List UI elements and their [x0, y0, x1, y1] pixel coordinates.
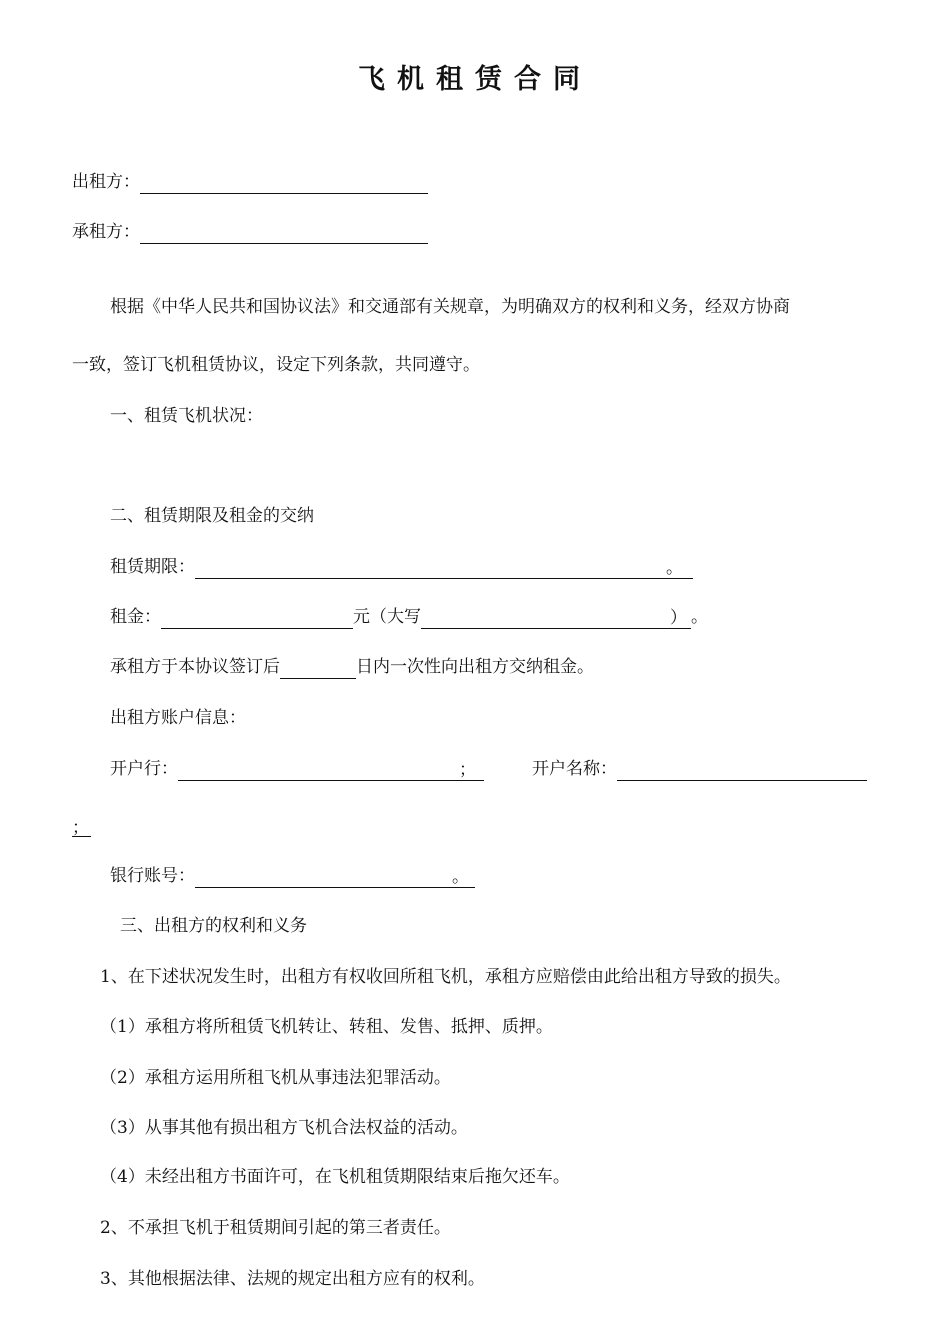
account-name-end-line: [72, 813, 91, 837]
section3-item-3: 3、其他根据法律、法规的规定出租方应有的权利。: [100, 1269, 485, 1289]
section3-sub-4: （4）未经出租方书面许可，在飞机租赁期限结束后拖欠还车。: [100, 1167, 570, 1187]
account-name-label: 开户名称：: [532, 759, 617, 779]
rent-unit: 元（大写: [353, 607, 421, 627]
account-name-blank[interactable]: [617, 760, 867, 781]
lease-term-end: 。: [666, 558, 683, 578]
payment-prefix: 承租方于本协议签订后: [110, 657, 280, 677]
lessee-line: [72, 220, 428, 244]
lease-term-blank[interactable]: [195, 558, 693, 579]
bank-line: [110, 757, 484, 781]
payment-suffix: 日内一次性向出租方交纳租金。: [356, 657, 594, 677]
section3-sub-1: （1）承租方将所租赁飞机转让、转租、发售、抵押、质押。: [100, 1017, 553, 1037]
lessee-label: 承租方：: [72, 222, 140, 242]
bank-label: 开户行：: [110, 759, 178, 779]
rent-line: [110, 605, 708, 629]
intro-line-2: 一致，签订飞机租赁协议，设定下列条款，共同遵守。: [72, 355, 480, 375]
section2-heading: 二、租赁期限及租金的交纳: [110, 506, 314, 526]
intro-line-1: 根据《中华人民共和国协议法》和交通部有关规章，为明确双方的权利和义务，经双方协商: [110, 297, 790, 317]
rent-amount-blank[interactable]: [161, 608, 353, 629]
account-name-end: ；: [72, 818, 89, 838]
payment-days-blank[interactable]: [280, 658, 356, 679]
account-no-blank[interactable]: [195, 867, 475, 888]
lessor-blank[interactable]: [140, 173, 428, 194]
rent-close-paren: ）: [670, 608, 687, 628]
section3-item-2: 2、不承担飞机于租赁期间引起的第三者责任。: [100, 1218, 451, 1238]
account-name-line: [532, 757, 867, 781]
account-heading: 出租方账户信息：: [110, 708, 246, 728]
bank-end: ；: [459, 760, 476, 780]
section3-sub-2: （2）承租方运用所租飞机从事违法犯罪活动。: [100, 1068, 451, 1088]
rent-capital-blank[interactable]: [421, 608, 691, 629]
lease-term-line: [110, 555, 693, 579]
account-no-end: 。: [452, 867, 469, 887]
rent-label: 租金：: [110, 607, 161, 627]
bank-blank[interactable]: [178, 760, 484, 781]
account-no-line: [110, 864, 475, 888]
rent-end: 。: [691, 607, 708, 627]
section1-heading: 一、租赁飞机状况：: [110, 406, 263, 426]
document-title: 飞机租赁合同: [358, 64, 592, 95]
lessor-line: [72, 170, 428, 194]
section3-sub-3: （3）从事其他有损出租方飞机合法权益的活动。: [100, 1118, 468, 1138]
section3-heading: 三、出租方的权利和义务: [120, 916, 307, 936]
account-no-label: 银行账号：: [110, 866, 195, 886]
section3-item-1: 1、在下述状况发生时，出租方有权收回所租飞机，承租方应赔偿由此给出租方导致的损失。: [100, 967, 791, 987]
lessee-blank[interactable]: [140, 223, 428, 244]
payment-line: [110, 655, 594, 679]
lease-term-label: 租赁期限：: [110, 557, 195, 577]
lessor-label: 出租方：: [72, 172, 140, 192]
